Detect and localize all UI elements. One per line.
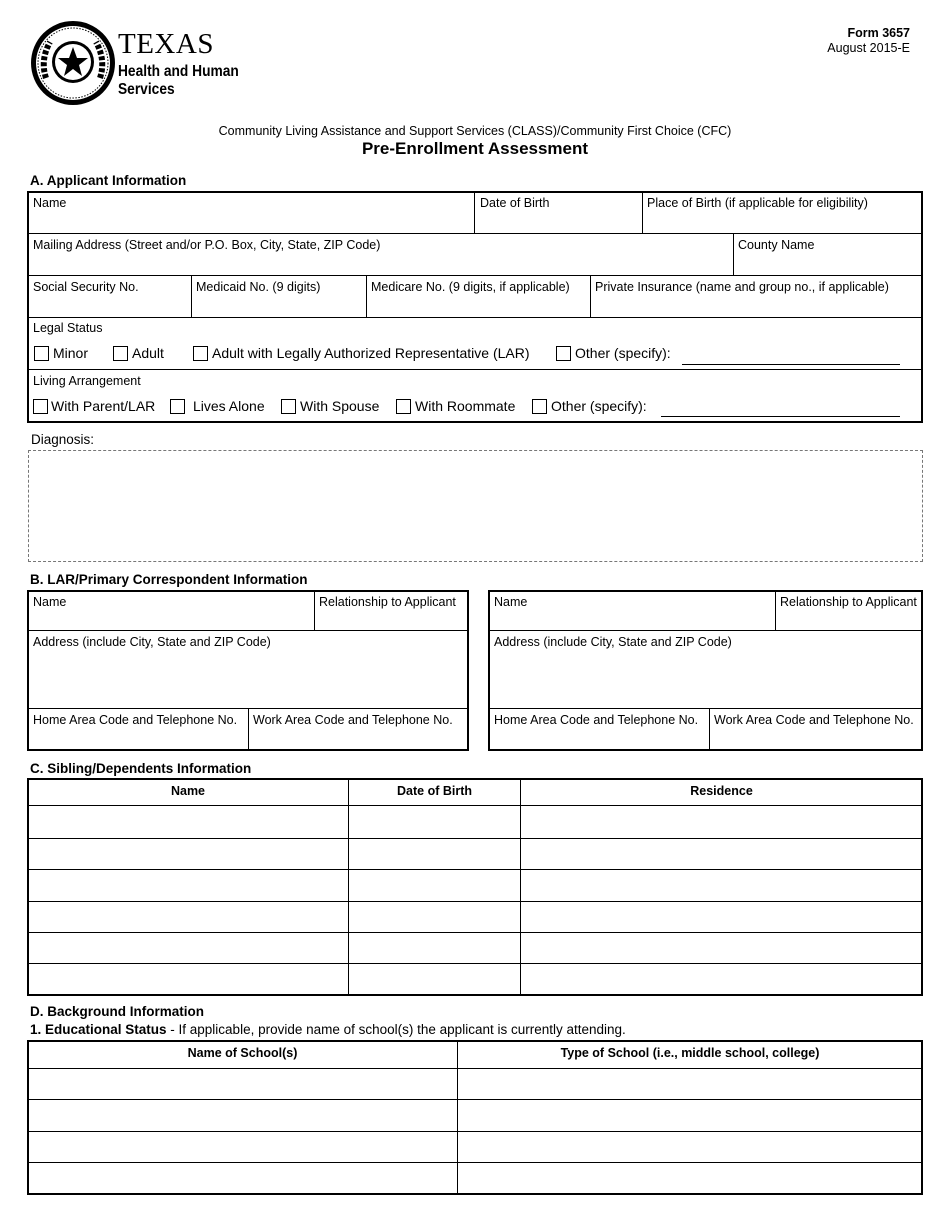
schools-col-name: Name of School(s) bbox=[187, 1046, 298, 1060]
table-row[interactable] bbox=[28, 806, 922, 838]
legal-other-checkbox[interactable] bbox=[556, 346, 571, 361]
educational-status-line bbox=[30, 1022, 626, 1037]
correspondent-2-home-phone-field[interactable]: Home Area Code and Telephone No. bbox=[494, 713, 699, 727]
diagnosis-textarea[interactable] bbox=[28, 450, 923, 562]
siblings-col-dob: Date of Birth bbox=[397, 784, 472, 798]
legal-adult-label: Adult bbox=[132, 345, 164, 361]
living-alone-label: Lives Alone bbox=[193, 398, 265, 414]
place-of-birth-field[interactable]: Place of Birth (if applicable for eligibility) bbox=[647, 196, 868, 210]
agency-line3: Services bbox=[118, 81, 175, 98]
diagnosis-label: Diagnosis: bbox=[31, 432, 95, 447]
county-name-field[interactable]: County Name bbox=[738, 238, 815, 252]
living-parent-checkbox[interactable] bbox=[33, 399, 48, 414]
table-row[interactable] bbox=[28, 870, 922, 901]
form-date: August 2015-E bbox=[827, 41, 910, 55]
living-roommate-label: With Roommate bbox=[415, 398, 516, 414]
legal-minor-checkbox[interactable] bbox=[34, 346, 49, 361]
legal-adult-lar-checkbox[interactable] bbox=[193, 346, 208, 361]
legal-other-label: Other (specify): bbox=[575, 345, 671, 361]
medicare-field[interactable]: Medicare No. (9 digits, if applicable) bbox=[371, 280, 570, 294]
agency-name bbox=[118, 30, 258, 99]
correspondent-1-work-phone-field[interactable]: Work Area Code and Telephone No. bbox=[253, 713, 453, 727]
table-row[interactable] bbox=[28, 1132, 922, 1162]
living-other-label: Other (specify): bbox=[551, 398, 647, 414]
section-b-heading: B. LAR/Primary Correspondent Information bbox=[30, 572, 308, 587]
medicaid-field[interactable]: Medicaid No. (9 digits) bbox=[196, 280, 321, 294]
table-row[interactable] bbox=[28, 839, 922, 869]
legal-adult-checkbox[interactable] bbox=[113, 346, 128, 361]
educational-status-label: 1. Educational Status bbox=[30, 1022, 167, 1037]
ssn-field[interactable]: Social Security No. bbox=[33, 280, 139, 294]
applicant-dob-field[interactable]: Date of Birth bbox=[480, 196, 550, 210]
living-spouse-checkbox[interactable] bbox=[281, 399, 296, 414]
section-d-heading: D. Background Information bbox=[30, 1004, 205, 1019]
table-row[interactable] bbox=[28, 1069, 922, 1099]
correspondent-1-home-phone-field[interactable]: Home Area Code and Telephone No. bbox=[33, 713, 238, 727]
table-row[interactable] bbox=[28, 1163, 922, 1194]
table-row[interactable] bbox=[28, 933, 922, 963]
correspondent-2-relationship-field[interactable]: Relationship to Applicant bbox=[780, 595, 917, 609]
legal-adult-lar-label: Adult with Legally Authorized Representative (LAR) bbox=[212, 345, 530, 361]
living-alone-checkbox[interactable] bbox=[170, 399, 185, 414]
form-title: Pre-Enrollment Assessment bbox=[361, 139, 589, 158]
texas-hhs-seal-logo bbox=[30, 20, 116, 106]
living-spouse-label: With Spouse bbox=[300, 398, 380, 414]
agency-line1: TEXAS bbox=[118, 28, 214, 60]
table-row[interactable] bbox=[28, 902, 922, 932]
siblings-col-name: Name bbox=[170, 784, 206, 798]
educational-status-note: - If applicable, provide name of school(s) the applicant is currently attending. bbox=[166, 1022, 626, 1037]
form-number: Form 3657 bbox=[847, 26, 910, 40]
section-c-heading: C. Sibling/Dependents Information bbox=[30, 761, 252, 776]
correspondent-2-address-field[interactable]: Address (include City, State and ZIP Code) bbox=[494, 635, 732, 649]
form-subtitle: Community Living Assistance and Support Services (CLASS)/Community First Choice (CFC) bbox=[218, 124, 732, 138]
form-id bbox=[827, 26, 910, 56]
table-row[interactable] bbox=[28, 1100, 922, 1131]
mailing-address-field[interactable]: Mailing Address (Street and/or P.O. Box, City, State, ZIP Code) bbox=[33, 238, 381, 252]
correspondent-1-relationship-field[interactable]: Relationship to Applicant bbox=[319, 595, 456, 609]
legal-minor-label: Minor bbox=[53, 345, 89, 361]
applicant-name-field[interactable]: Name bbox=[33, 196, 67, 210]
living-other-checkbox[interactable] bbox=[532, 399, 547, 414]
siblings-col-residence: Residence bbox=[690, 784, 753, 798]
living-other-specify-input[interactable] bbox=[661, 416, 900, 417]
living-parent-label: With Parent/LAR bbox=[51, 398, 156, 414]
table-row[interactable] bbox=[28, 964, 922, 995]
legal-status-label: Legal Status bbox=[33, 321, 103, 335]
schools-col-type: Type of School (i.e., middle school, college) bbox=[560, 1046, 820, 1060]
correspondent-2-work-phone-field[interactable]: Work Area Code and Telephone No. bbox=[714, 713, 914, 727]
living-arrangement-label: Living Arrangement bbox=[33, 374, 141, 388]
legal-other-specify-input[interactable] bbox=[682, 364, 900, 365]
correspondent-1-address-field[interactable]: Address (include City, State and ZIP Code) bbox=[33, 635, 271, 649]
correspondent-1-name-field[interactable]: Name bbox=[33, 595, 67, 609]
private-insurance-field[interactable]: Private Insurance (name and group no., if applicable) bbox=[595, 280, 889, 294]
correspondent-2-name-field[interactable]: Name bbox=[494, 595, 528, 609]
section-a-heading: A. Applicant Information bbox=[30, 173, 187, 188]
living-roommate-checkbox[interactable] bbox=[396, 399, 411, 414]
applicant-info-box bbox=[27, 191, 923, 423]
agency-line2: Health and Human bbox=[118, 63, 239, 80]
